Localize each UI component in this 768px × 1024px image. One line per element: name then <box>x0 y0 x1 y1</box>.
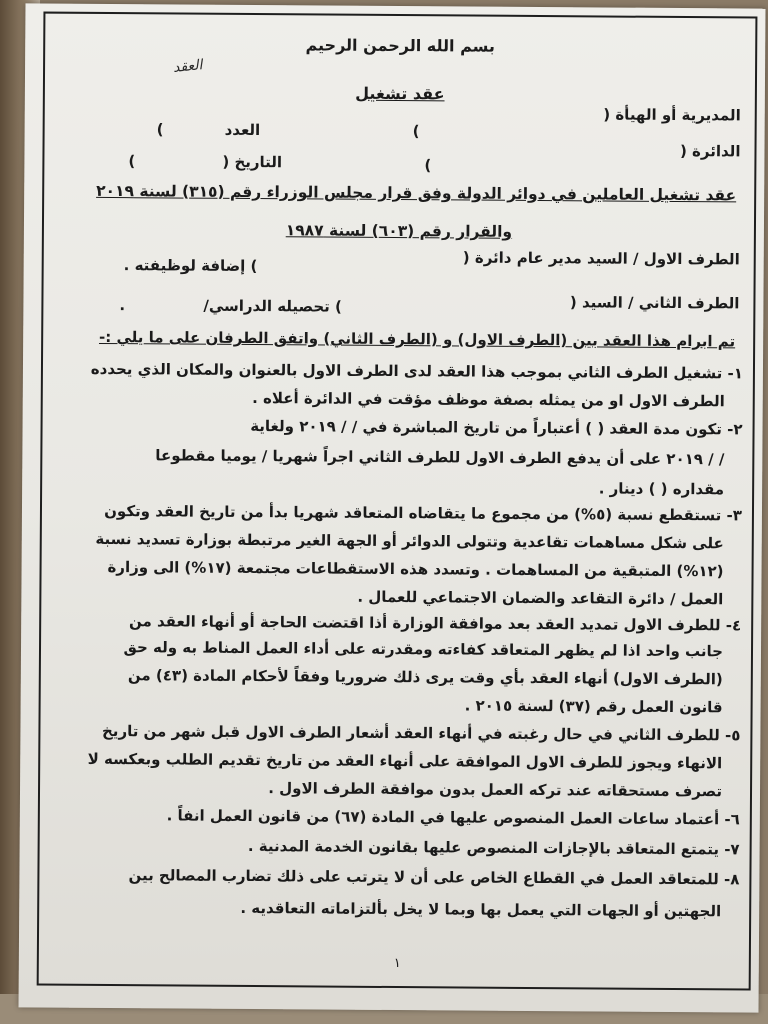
number-label: العدد <box>224 120 261 140</box>
first-party-suffix: ) إضافة لوظيفته . <box>123 256 258 276</box>
second-party-label: الطرف الثاني / السيد ( <box>569 293 740 313</box>
second-party-education: ) تحصيله الدراسي/ <box>203 296 342 316</box>
first-party-label: الطرف الاول / السيد مدير عام دائرة ( <box>462 248 740 269</box>
clause-line: ٢- تكون مدة العقد ( ) أعتباراً من تاريخ المباشرة في / / ٢٠١٩ ولغاية <box>250 417 743 439</box>
contract-title: عقد تشغيل <box>355 83 445 104</box>
clause-line: ٧- يتمتع المتعاقد بالإجازات المنصوص عليها بقانون الخدمة المدنية . <box>247 837 740 859</box>
date-label: التاريخ ( <box>222 152 283 172</box>
number-close: ) <box>156 120 164 139</box>
clause-line: (الطرف الاول) أنهاء العقد بأي وقت يرى ذلك ضروريا وفقاً لأحكام المادة (٤٣) من <box>127 666 723 689</box>
clause-line: جانب واحد اذا لم يظهر المتعاقد كفاءته ومقدرته على أداء العمل المناط به وله حق <box>123 638 724 661</box>
clause-line: ٤- للطرف الاول تمديد العقد بعد موافقة الوزارة أذا اقتضت الحاجة أو أنهاء العقد من <box>128 612 742 635</box>
clause-line: ٨- للمتعاقد العمل في القطاع الخاص على أن لا يترتب على ذلك تضارب المصالح بين <box>128 866 740 889</box>
clause-line: الانهاء ويجوز للطرف الاول الموافقة على أنهاء العقد من تاريخ تقديم الطلب وبعكسه لا <box>87 749 723 773</box>
clause-line: ٣- تستقطع نسبة (٥%) من مجموع ما يتقاضاه المتعاقد شهريا بدأ من تاريخ العقد وتكون <box>104 501 743 525</box>
subtitle-line-2: والقرار رقم (٦٠٣) لسنة ١٩٨٧ <box>285 221 513 241</box>
clause-line: الجهتين أو الجهات التي يعمل بها وبما لا يخل بألتزاماته التعاقديه . <box>240 898 722 921</box>
clause-line: ٥- للطرف الثاني في حال رغبته في أنهاء العقد أشعار الطرف الاول قبل شهر من تاريخ <box>101 721 741 745</box>
date-close: ) <box>128 152 136 171</box>
page-number: ١ <box>393 956 401 972</box>
clause-line: العمل / دائرة التقاعد والضمان الاجتماعي للعمال . <box>357 587 724 609</box>
department-close: ) <box>424 156 432 175</box>
clause-line: مقداره ( ) دينار . <box>598 479 725 499</box>
clause-line: ١- تشغيل الطرف الثاني بموجب هذا العقد لدى الطرف الاول بالعنوان والمكان الذي يحدده <box>90 359 744 383</box>
clause-line: الطرف الاول او من يمثله بصفة موظف مؤقت في الدائرة أعلاه . <box>252 389 725 411</box>
basmala: بسم الله الرحمن الرحيم <box>305 35 496 56</box>
document-border <box>37 12 758 991</box>
directorate-label: المديرية أو الهيأة ( <box>603 105 741 125</box>
second-party-end: . <box>119 296 126 315</box>
subtitle-line-1: عقد تشغيل العاملين في دوائر الدولة وفق قرار مجلس الوزراء رقم (٣١٥) لسنة ٢٠١٩ <box>96 181 737 205</box>
clause-line: (١٢%) المتبقية من المساهمات . وتسدد هذه الاستقطاعات مجتمعة (١٧%) الى وزارة <box>107 558 724 581</box>
clause-line: على شكل مساهمات تقاعدية وتتولى الدوائر أو الجهة الغير مرتبطة بوزارة تسديد نسبة <box>95 529 724 553</box>
agreement-intro: تم ابرام هذا العقد بين (الطرف الاول) و (الطرف الثاني) واتفق الطرفان على ما يلي :- <box>98 327 736 351</box>
directorate-close: ) <box>412 122 420 141</box>
clause-line: ٦- أعتماد ساعات العمل المنصوص عليها في المادة (٦٧) من قانون العمل انفاً . <box>166 806 740 829</box>
clause-line: تصرف مستحقاته عند تركه العمل بدون موافقة الطرف الاول . <box>268 779 723 801</box>
department-label: الدائرة ( <box>679 142 741 161</box>
clause-line: / / ٢٠١٩ على أن يدفع الطرف الاول للطرف الثاني اجراً شهريا / يوميا مقطوعا <box>155 446 725 469</box>
handwritten-note: العقد <box>172 57 204 76</box>
contract-document <box>19 3 766 1012</box>
clause-line: قانون العمل رقم (٣٧) لسنة ٢٠١٥ . <box>464 696 723 717</box>
